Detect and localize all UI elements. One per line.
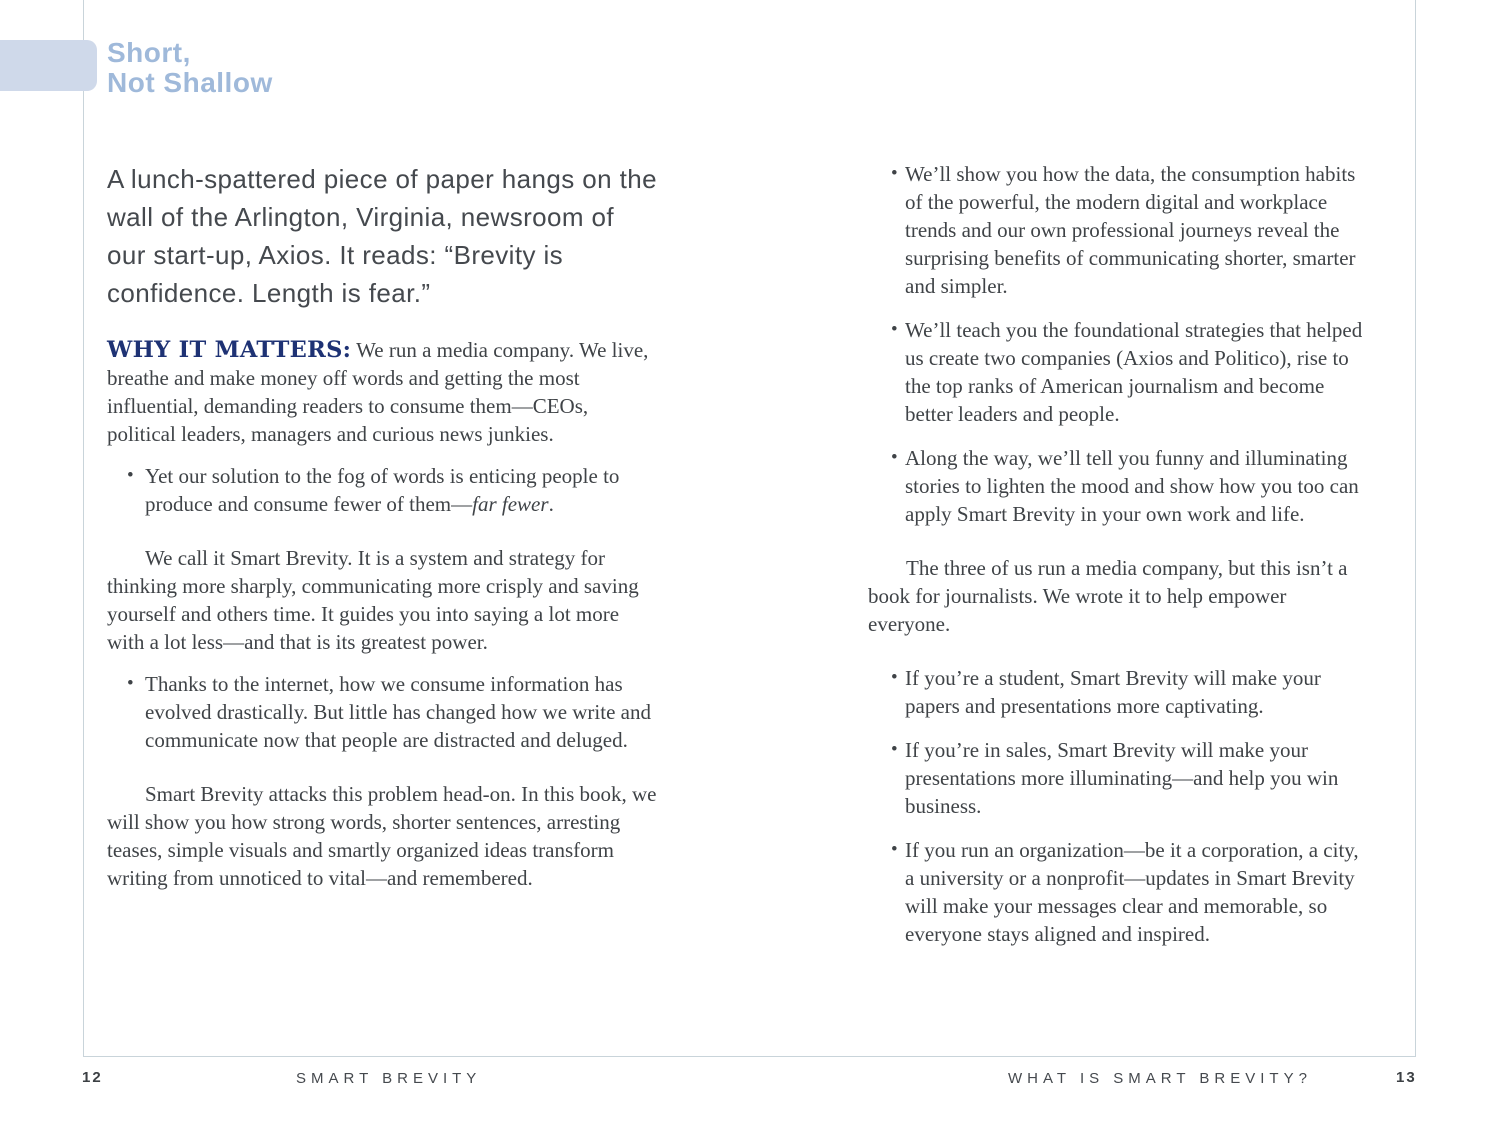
bullet-fog-of-words-period: . [548,492,554,516]
left-bullet-list-2 [107,670,659,754]
bullet-organization: • If you run an organization—be it a corporation, a city, a university or a nonprofit—updates in Smart Brevity will make your messages clear and memorable, so everyone stays aligned and inspired. [868,836,1368,948]
right-running-head: WHAT IS SMART BREVITY? [1008,1070,1312,1087]
right-page-number: 13 [1396,1069,1417,1086]
left-page-number: 12 [82,1069,103,1086]
chapter-title-line2: Not Shallow [107,67,273,98]
right-bullet-list-top [868,160,1368,528]
left-page-column [107,160,659,892]
chapter-title [107,38,273,98]
lede-paragraph: A lunch-spattered piece of paper hangs on the wall of the Arlington, Virginia, newsroom of our start-up, Axios. It reads: “Brevity is confidence. Length is fear.” [107,164,657,308]
bullet-fog-of-words [107,462,659,518]
bullet-fog-of-words-italic: far fewer [472,492,549,516]
why-it-matters-body: We run a media company. We live, breathe and make money off words and getting the most influential, demanding readers to consume them—CEOs, political leaders, managers and curious news junkies. [107,338,649,446]
paragraph-three-of-us: The three of us run a media company, but this isn’t a book for journalists. We wrote it to help empower everyone. [868,556,1348,636]
why-it-matters-label: WHY IT MATTERS: [107,337,352,363]
bullet-sales: • If you’re in sales, Smart Brevity will make your presentations more illuminating—and help you win business. [868,736,1368,820]
paragraph-attacks-problem: Smart Brevity attacks this problem head-on. In this book, we will show you how strong words, shorter sentences, arresting teases, simple visuals and smartly organized ideas transform writing from unnoticed to vital—and remembered. [107,782,657,890]
paragraph-smart-brevity-system: We call it Smart Brevity. It is a system and strategy for thinking more sharply, communicating more crisply and saving yourself and others time. It guides you into saying a lot more with a lot less—and that is its greatest power. [107,546,639,654]
bullet-thanks-internet: • Thanks to the internet, how we consume information has evolved drastically. But little has changed how we write and communicate now that people are distracted and deluged. [107,670,659,754]
bullet-show-data: • We’ll show you how the data, the consumption habits of the powerful, the modern digital and workplace trends and our own professional journeys reveal the surprising benefits of communicating shorter, smarter and simpler. [868,160,1368,300]
right-page-column [868,160,1368,948]
why-it-matters-paragraph [107,336,659,448]
chapter-tab-marker [0,40,97,91]
right-bullet-list-bottom [868,664,1368,948]
left-bullet-list-1 [107,462,659,518]
bullet-fog-of-words-text: Yet our solution to the fog of words is enticing people to produce and consume fewer of them— [145,464,620,516]
bullet-along-the-way: • Along the way, we’ll tell you funny and illuminating stories to lighten the mood and show how you too can apply Smart Brevity in your own work and life. [868,444,1368,528]
bullet-student: • If you’re a student, Smart Brevity will make your papers and presentations more captivating. [868,664,1368,720]
left-running-head: SMART BREVITY [296,1070,482,1087]
bullet-teach-strategies: • We’ll teach you the foundational strategies that helped us create two companies (Axios and Politico), rise to the top ranks of American journalism and become better leaders and people. [868,316,1368,428]
chapter-title-line1: Short, [107,37,191,68]
